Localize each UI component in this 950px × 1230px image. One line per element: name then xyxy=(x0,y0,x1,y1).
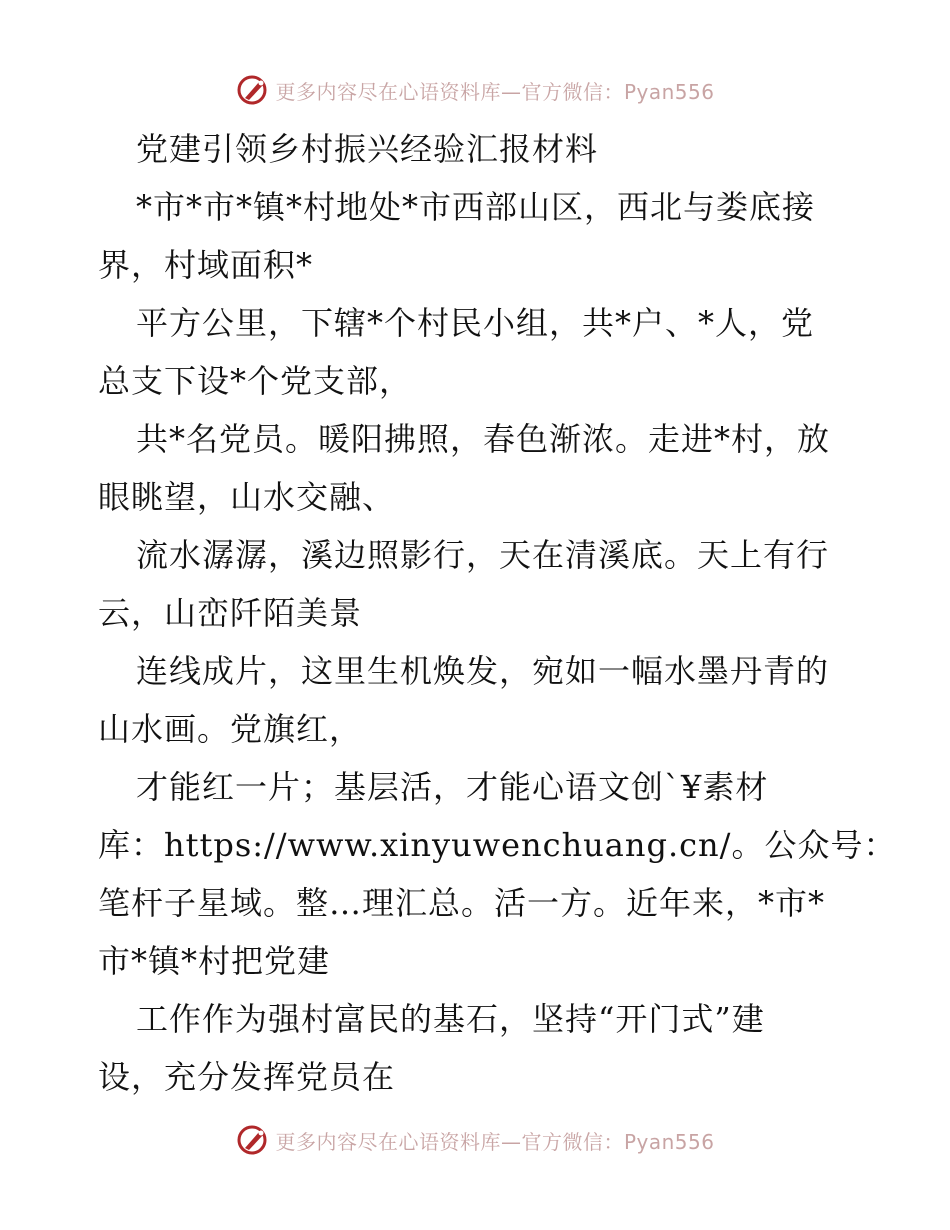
paragraph-line: 工作作为强村富民的基石，坚持“开门式”建 xyxy=(136,1000,765,1038)
paragraph-line: 设，充分发挥党员在 xyxy=(98,1058,396,1096)
pen-logo-icon xyxy=(235,1122,271,1158)
paragraph-line: 流水潺潺，溪边照影行，天在清溪底。天上有行 xyxy=(136,536,830,574)
paragraph-line: 山水画。党旗红， xyxy=(98,710,363,748)
paragraph-line: 平方公里，下辖*个村民小组，共*户、*人，党 xyxy=(136,304,815,342)
paragraph-line: 连线成片，这里生机焕发，宛如一幅水墨丹青的 xyxy=(136,652,830,690)
paragraph-line: 才能红一片；基层活，才能心语文创`¥素材 xyxy=(136,768,769,806)
paragraph-line: 云，山峦阡陌美景 xyxy=(98,594,363,632)
document-title: 党建引领乡村振兴经验汇报材料 xyxy=(136,130,599,168)
watermark-text: 更多内容尽在心语资料库—官方微信：Pyan556 xyxy=(275,79,715,104)
paragraph-line: 界，村域面积* xyxy=(98,246,314,284)
paragraph-line: 总支下设*个党支部， xyxy=(98,362,413,400)
paragraph-line: 眼眺望，山水交融、 xyxy=(98,478,396,516)
watermark-banner-top xyxy=(0,70,950,110)
paragraph-line: 共*名党员。暖阳拂照，春色渐浓。走进*村，放 xyxy=(136,420,831,458)
paragraph-line: 笔杆子星域。整…理汇总。活一方。近年来，*市* xyxy=(98,884,826,922)
document-body xyxy=(98,120,897,1106)
paragraph-line: *市*市*镇*村地处*市西部山区，西北与娄底接 xyxy=(136,188,816,226)
watermark-banner-bottom xyxy=(0,1120,950,1160)
paragraph-line: 市*镇*村把党建 xyxy=(98,942,331,980)
watermark-text: 更多内容尽在心语资料库—官方微信：Pyan556 xyxy=(275,1129,715,1154)
pen-logo-icon xyxy=(235,72,271,108)
paragraph-line: 库：https://www.xinyuwenchuang.cn/。公众号： xyxy=(98,826,897,864)
